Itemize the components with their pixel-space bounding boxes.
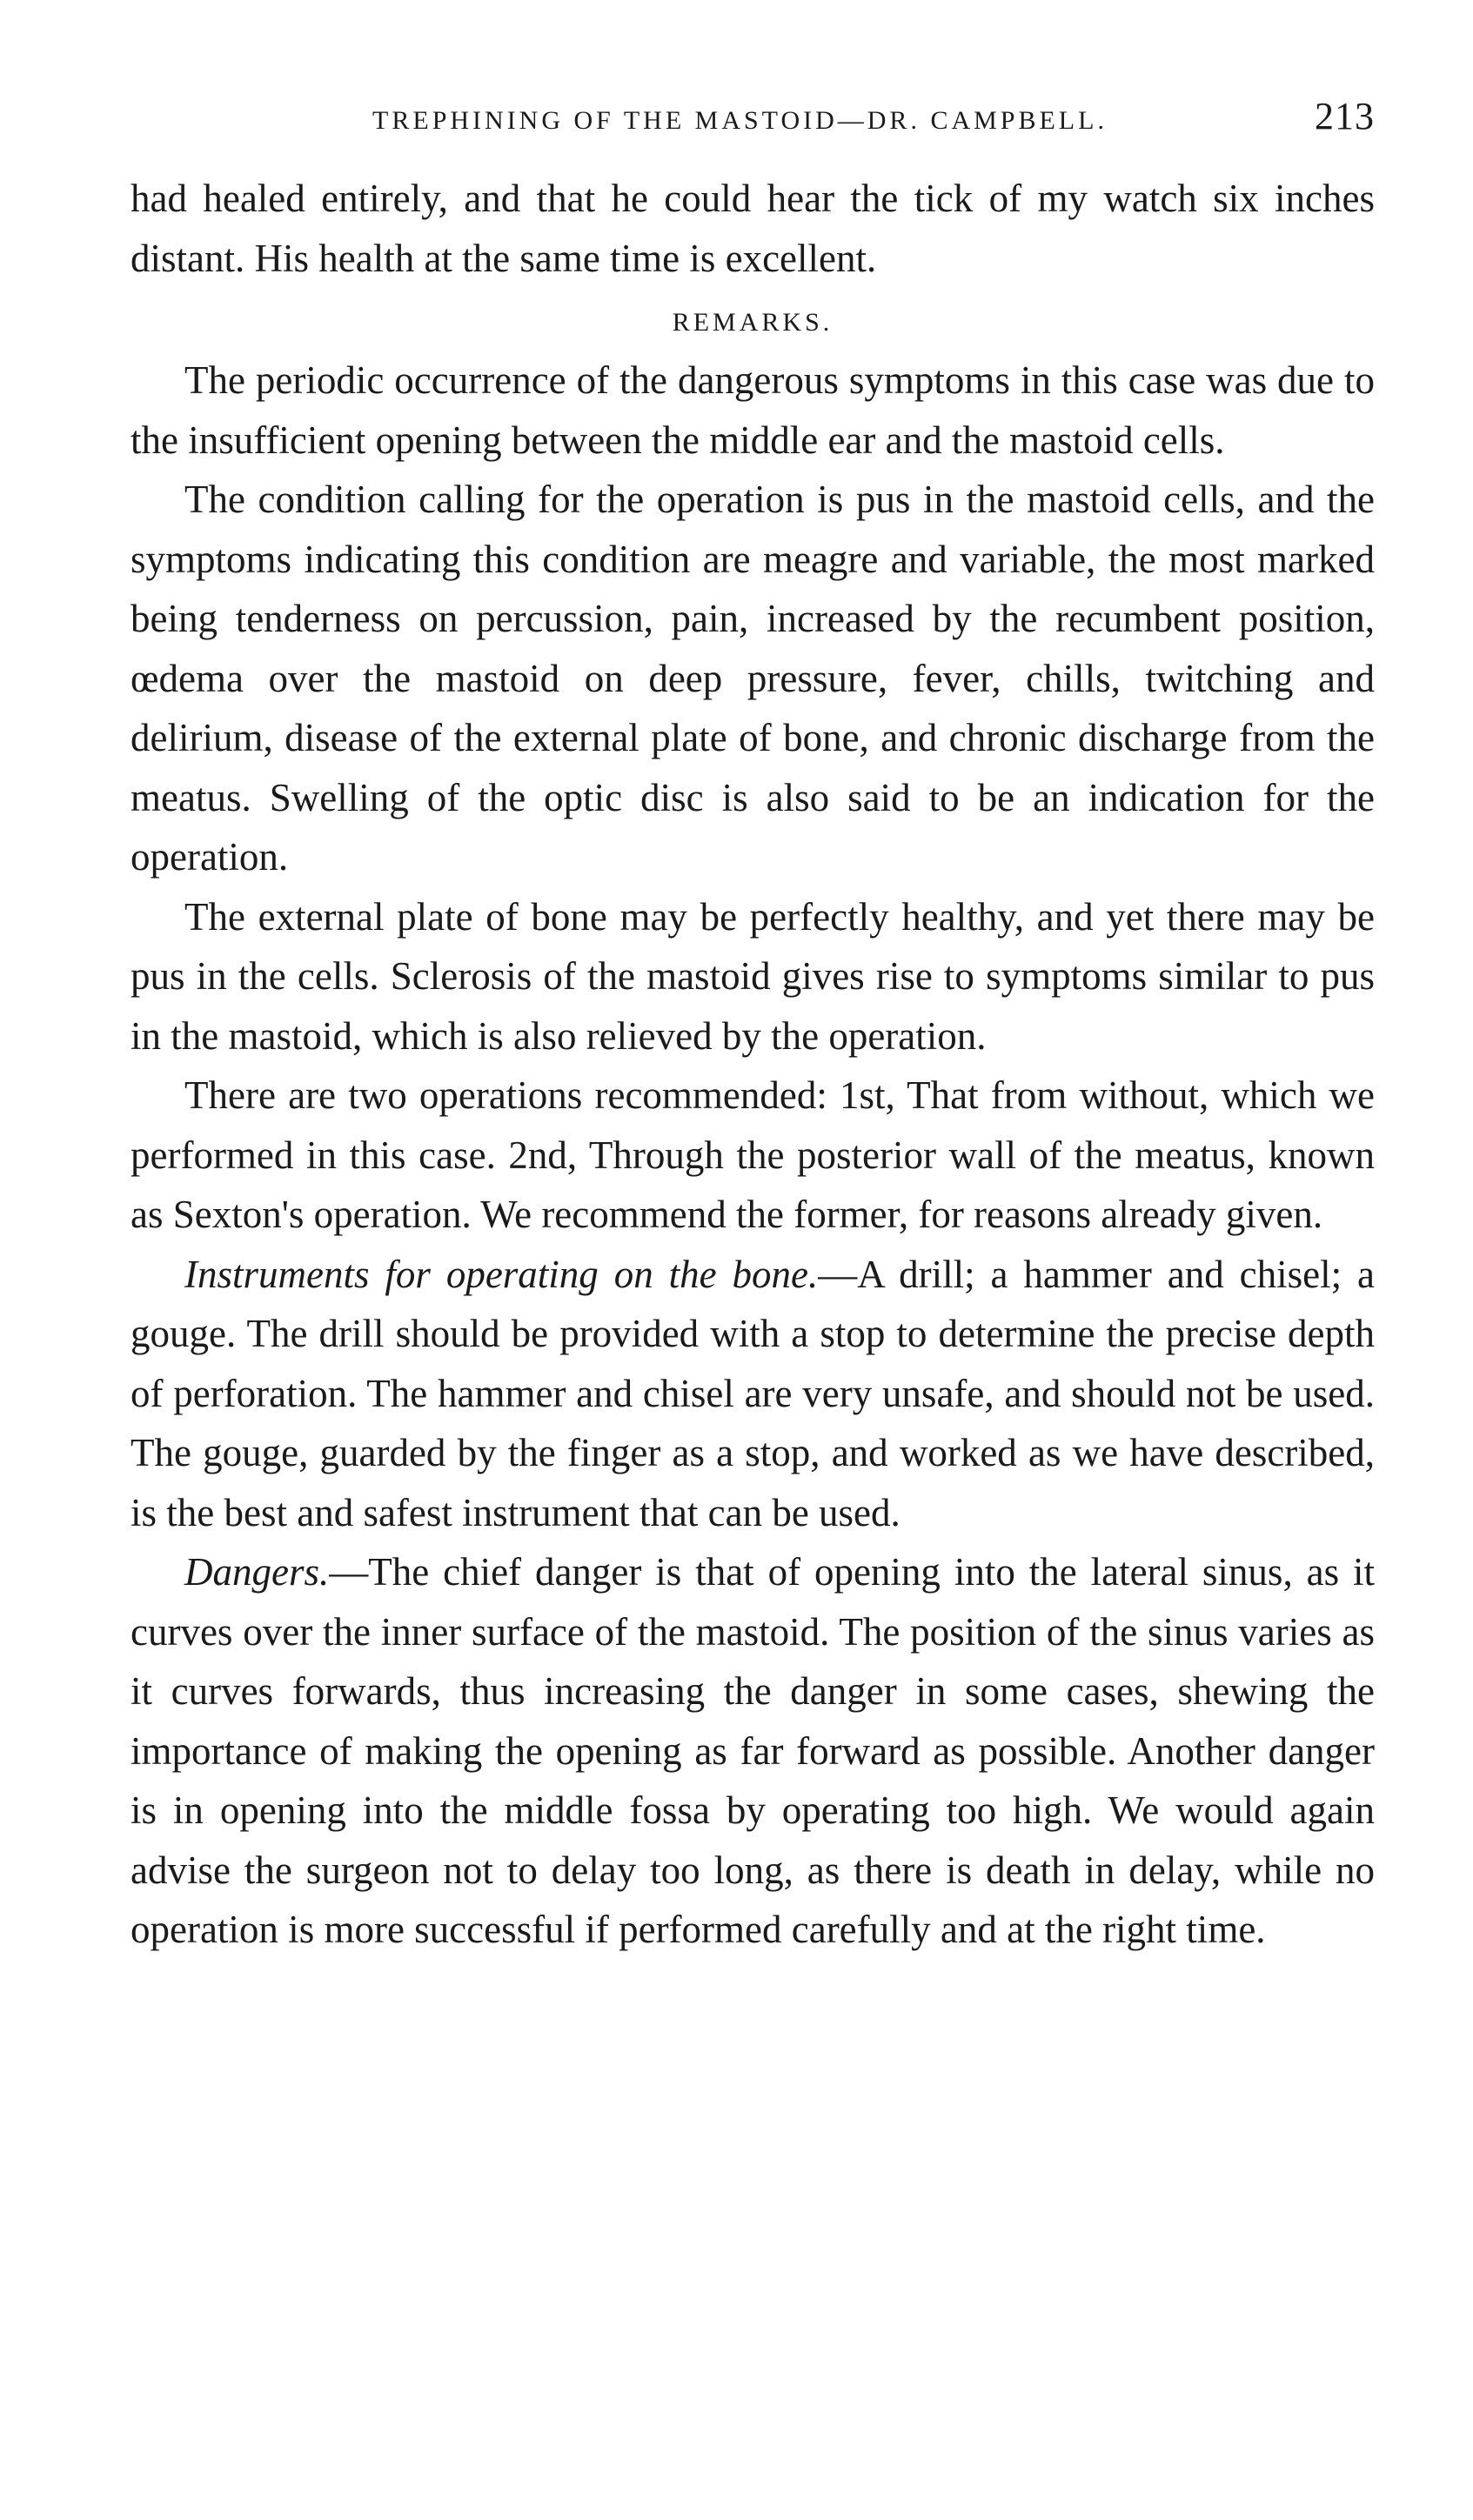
paragraph-4: There are two operations recommended: 1st, That from without, which we performed in this case. 2nd, Through the posterior wall of the meatus, known as Sexton's operation. We recommend the former, for reasons already given. xyxy=(131,1073,1375,1236)
paragraph-1: The periodic occurrence of the dangerous symptoms in this case was due to the insufficient opening between the middle ear and the mastoid cells. xyxy=(131,358,1375,462)
page-number: 213 xyxy=(1315,95,1375,137)
book-page xyxy=(131,94,1375,1960)
paragraph-3: The external plate of bone may be perfectly healthy, and yet there may be pus in the cells. Sclerosis of the mastoid gives rise to symptoms similar to pus in the mastoid, which is also relieved by the operation. xyxy=(131,894,1375,1058)
paragraph-5-lead: Instruments for operating on the bone. xyxy=(184,1252,819,1296)
section-heading: REMARKS. xyxy=(672,308,834,337)
running-head xyxy=(131,94,1375,146)
paragraph-5 xyxy=(131,1245,1375,1543)
paragraph-6-lead: Dangers. xyxy=(184,1550,330,1594)
paragraph-2: The condition calling for the operation is pus in the mastoid cells, and the symptoms indicating this condition are meagre and variable, the most marked being tenderness on percussion, pain, increased by the recumbent position, œdema over the mastoid on deep pressure, fever, chills, twitching and delirium, disease of the external plate of bone, and chronic discharge from the meatus. Swelling of the optic disc is also said to be an indication for the operation. xyxy=(131,478,1375,879)
paragraph-6 xyxy=(131,1542,1375,1960)
paragraph-5-text: —A drill; a hammer and chisel; a gouge. The drill should be provided with a stop to determine the precise depth of perforation. The hammer and chisel are very unsafe, and should not be used. The gouge, guarded by the finger as a stop, and worked as we have described, is the best and safest instrument that can be used. xyxy=(131,1252,1375,1534)
paragraph-6-text: —The chief danger is that of opening into the lateral sinus, as it curves over the inner surface of the mastoid. The position of the sinus varies as it curves forwards, thus increasing the danger in some cases, shewing the importance of making the opening as far forward as possible. Another danger is in opening into the middle fossa by operating too high. We would again advise the surgeon not to delay too long, as there is death in delay, while no operation is more successful if performed carefully and at the right time. xyxy=(131,1550,1375,1951)
running-title: TREPHINING OF THE MASTOID—DR. CAMPBELL. xyxy=(372,106,1108,135)
paragraph-continued: had healed entirely, and that he could hear the tick of my watch six inches distant. His health at the same time is excellent. xyxy=(131,177,1375,280)
